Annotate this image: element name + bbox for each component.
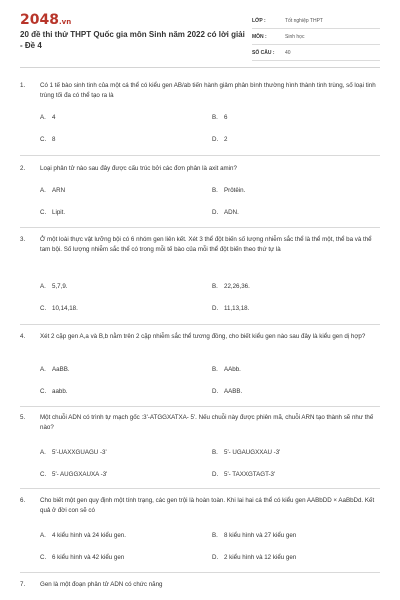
option-d[interactable]	[212, 304, 249, 314]
option-a[interactable]	[40, 113, 55, 123]
option-letter: D.	[212, 209, 219, 216]
option-letter: C.	[40, 554, 47, 561]
option-text: 10,14,18.	[52, 305, 78, 312]
question-divider	[20, 572, 380, 573]
option-text: 5'- TAXXGTAGT-3'	[224, 471, 276, 478]
option-letter: A.	[40, 283, 46, 290]
question-2-options	[20, 186, 380, 216]
question-5-options	[20, 448, 380, 478]
meta-value: Sinh học	[285, 33, 305, 40]
option-letter: D.	[212, 136, 219, 143]
option-letter: A.	[40, 187, 46, 194]
option-letter: C.	[40, 209, 47, 216]
option-b[interactable]	[212, 531, 296, 541]
question-divider	[20, 406, 380, 407]
option-letter: A.	[40, 532, 46, 539]
option-d[interactable]	[212, 470, 275, 480]
option-d[interactable]	[212, 208, 239, 218]
document-title: 20 đề thi thử THPT Quốc gia môn Sinh năm 2022 có lời giải - Đề 4	[20, 30, 245, 50]
option-text: 4	[52, 114, 56, 121]
question-number: 7.	[20, 581, 26, 588]
option-c[interactable]	[40, 208, 65, 218]
option-text: ADN.	[224, 209, 239, 216]
option-c[interactable]	[40, 135, 55, 145]
option-letter: B.	[212, 114, 218, 121]
option-b[interactable]	[212, 113, 227, 123]
option-c[interactable]	[40, 304, 78, 314]
meta-key: LỚP :	[252, 17, 266, 24]
option-letter: B.	[212, 187, 218, 194]
option-text: 2	[224, 136, 228, 143]
question-number: 2.	[20, 165, 26, 172]
option-letter: A.	[40, 366, 46, 373]
option-d[interactable]	[212, 135, 227, 145]
option-b[interactable]	[212, 186, 245, 196]
option-letter: D.	[212, 471, 219, 478]
meta-value: 40	[285, 49, 291, 56]
question-number: 4.	[20, 333, 26, 340]
option-text: 11,13,18.	[224, 305, 250, 312]
question-text: Gen là một đoạn phân tử ADN có chức năng	[40, 581, 163, 588]
option-text: 6	[224, 114, 228, 121]
option-letter: A.	[40, 114, 46, 121]
brand-tld: .vn	[58, 18, 72, 26]
meta-key: SỐ CÂU :	[252, 49, 275, 56]
question-2	[20, 164, 380, 174]
option-b[interactable]	[212, 282, 250, 292]
option-letter: B.	[212, 366, 218, 373]
option-text: 6 kiểu hình và 42 kiểu gen	[52, 554, 125, 561]
question-text: Cho biết một gen quy định một tính trạng, các gen trội là hoàn toàn. Khi lai hai cá thể có kiểu gen AABbDD × AaBbDd. Kết quả ở đời con sẽ có	[40, 497, 375, 514]
option-letter: C.	[40, 471, 47, 478]
option-text: Lipit.	[52, 209, 66, 216]
question-6-options	[20, 531, 380, 561]
question-number: 3.	[20, 236, 26, 243]
question-divider	[20, 227, 380, 228]
option-text: 8 kiểu hình và 27 kiểu gen	[224, 532, 297, 539]
meta-value: Tốt nghiệp THPT	[285, 17, 323, 24]
question-4	[20, 332, 380, 342]
question-3-options	[20, 282, 380, 312]
option-text: 5,7,9.	[52, 283, 68, 290]
option-a[interactable]	[40, 448, 107, 458]
option-letter: D.	[212, 554, 219, 561]
question-6	[20, 496, 380, 516]
option-text: Prôtêin.	[224, 187, 246, 194]
option-c[interactable]	[40, 387, 67, 397]
question-1	[20, 81, 380, 101]
question-text: Loại phân tử nào sau đây được cấu trúc bởi các đơn phân là axit amin?	[40, 165, 237, 172]
option-d[interactable]	[212, 553, 296, 563]
question-5	[20, 413, 380, 433]
meta-table	[252, 13, 380, 61]
option-text: 8	[52, 136, 56, 143]
question-divider	[20, 324, 380, 325]
question-text: Một chuỗi ADN có trình tự mạch gốc :3'-ATGGXATXA- 5'. Nếu chuỗi này được phiên mã, chuỗi ARN tạo thành sẽ như thế nào?	[40, 414, 374, 431]
meta-row-class	[252, 13, 380, 29]
question-number: 1.	[20, 82, 26, 89]
option-text: aabb.	[52, 388, 68, 395]
option-text: ARN	[52, 187, 66, 194]
question-7	[20, 580, 380, 590]
meta-row-subject	[252, 29, 380, 45]
question-divider	[20, 488, 380, 489]
option-a[interactable]	[40, 365, 70, 375]
option-letter: B.	[212, 283, 218, 290]
brand-main: 2048	[20, 12, 59, 28]
question-divider	[20, 155, 380, 156]
option-text: AaBB.	[52, 366, 70, 373]
question-1-options	[20, 113, 380, 143]
question-number: 5.	[20, 414, 26, 421]
option-letter: C.	[40, 305, 47, 312]
question-text: Có 1 tế bào sinh tinh của một cá thể có kiểu gen AB/ab tiến hành giảm phân bình thường hình thành tinh trùng, số loại tinh trùng tối đa có thể tạo ra là	[40, 82, 376, 99]
question-number: 6.	[20, 497, 26, 504]
option-c[interactable]	[40, 553, 124, 563]
option-text: 5'- AUGGXAUXA -3'	[52, 471, 108, 478]
option-letter: D.	[212, 388, 219, 395]
option-letter: C.	[40, 388, 47, 395]
option-letter: A.	[40, 449, 46, 456]
option-b[interactable]	[212, 448, 280, 458]
option-letter: C.	[40, 136, 47, 143]
option-text: 22,26,36.	[224, 283, 250, 290]
option-text: 5'-UAXXGUAGU -3'	[52, 449, 107, 456]
option-letter: B.	[212, 449, 218, 456]
option-a[interactable]	[40, 282, 67, 292]
option-letter: B.	[212, 532, 218, 539]
meta-row-count	[252, 45, 380, 61]
question-4-options	[20, 365, 380, 395]
option-letter: D.	[212, 305, 219, 312]
option-text: 2 kiểu hình và 12 kiểu gen	[224, 554, 297, 561]
question-3	[20, 235, 380, 255]
question-text: Ở một loài thực vật lưỡng bội có 6 nhóm gen liên kết. Xét 3 thể đột biến số lượng nhiễm sắc thể là thể một, thể ba và thể tam bội. Số lượng nhiễm sắc thể có trong mỗi tế bào của mỗi thể đột biến theo thứ tự là	[40, 236, 372, 253]
question-text: Xét 2 cặp gen A,a và B,b nằm trên 2 cặp nhiễm sắc thể tương đồng, cho biết kiểu gen nào sau đây là kiểu gen dị hợp?	[40, 333, 366, 340]
option-c[interactable]	[40, 470, 107, 480]
brand-logo[interactable]	[20, 12, 71, 28]
option-text: 5'- UGAUGXXAU -3'	[224, 449, 281, 456]
option-d[interactable]	[212, 387, 242, 397]
option-text: AAbb.	[224, 366, 241, 373]
option-a[interactable]	[40, 186, 65, 196]
meta-key: MÔN :	[252, 33, 267, 40]
header-divider	[20, 67, 380, 68]
option-a[interactable]	[40, 531, 126, 541]
option-text: 4 kiểu hình và 24 kiểu gen.	[52, 532, 126, 539]
option-b[interactable]	[212, 365, 241, 375]
option-text: AABB.	[224, 388, 243, 395]
